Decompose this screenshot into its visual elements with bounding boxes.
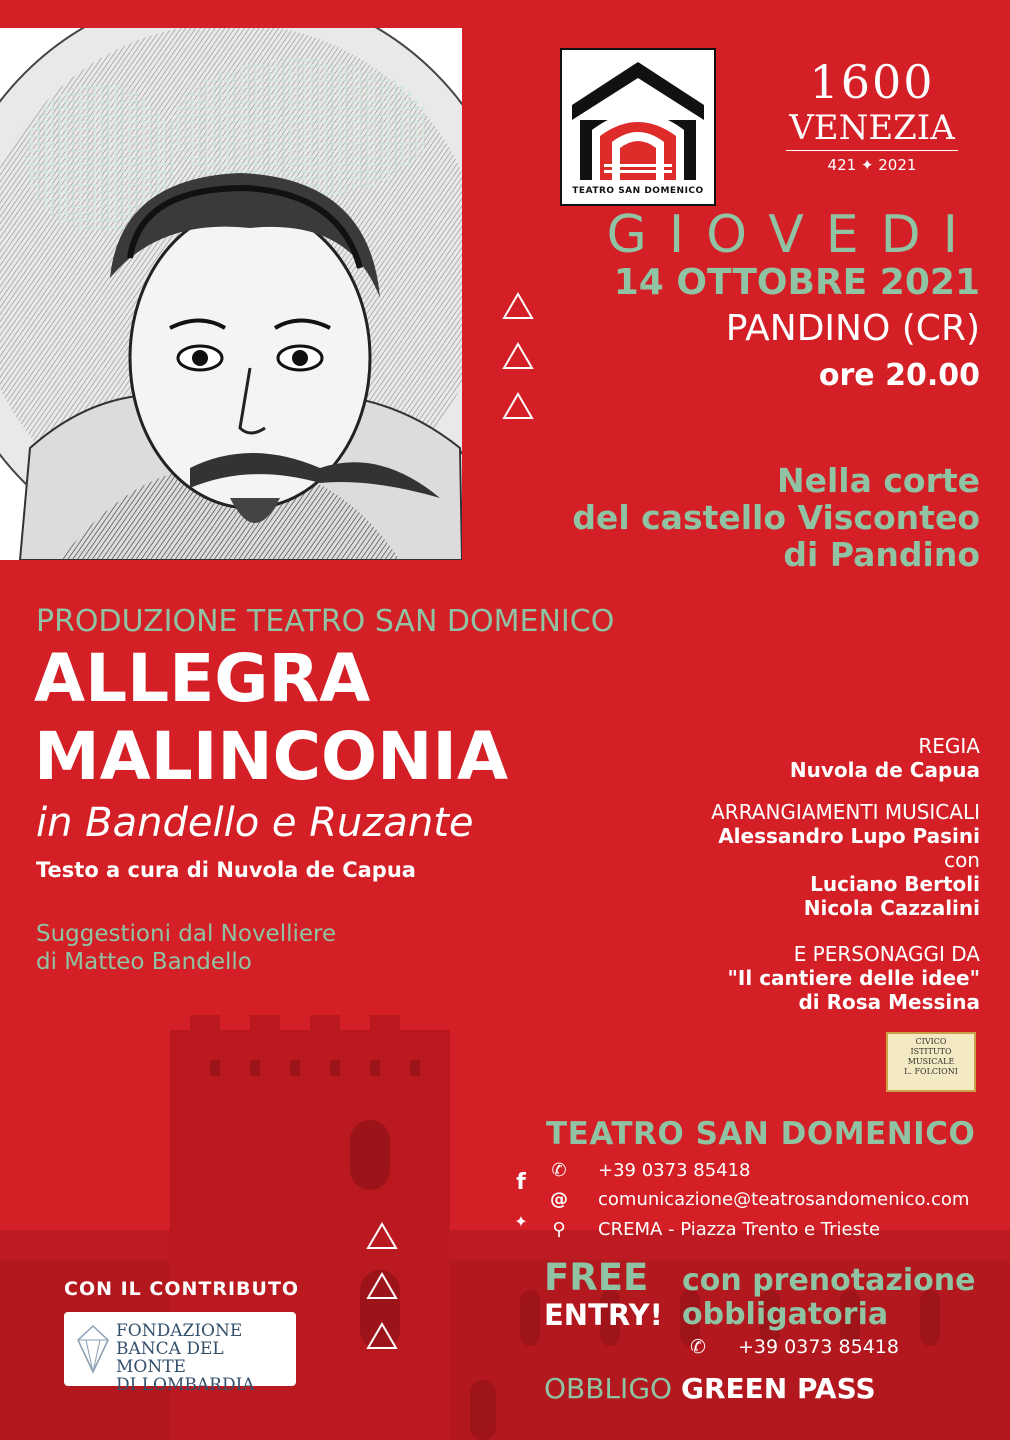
sponsor-name-line: DI LOMBARDIA [116,1375,255,1395]
triangle-decoration [366,1222,398,1250]
show-subtitle: in Bandello e Ruzante [36,800,474,846]
civico-line: MUSICALE [907,1057,955,1066]
contact-email-row [546,1189,969,1210]
show-title-line2: MALINCONIA [34,718,509,795]
fondazione-logo [64,1312,296,1395]
phone-icon: ✆ [690,1336,706,1358]
phone-icon: ✆ [551,1160,567,1181]
suggestioni-note [36,920,336,976]
green-pass-notice [544,1372,876,1405]
credit-connector: con [944,848,980,872]
show-title-line1: ALLEGRA [34,640,371,717]
booking-required [682,1264,975,1332]
text-credit: Testo a cura di Nuvola de Capua [36,858,416,882]
credit-name: Alessandro Lupo Pasini [718,824,980,848]
suggestioni-line: di Matteo Bandello [36,949,252,975]
production-label: PRODUZIONE TEATRO SAN DOMENICO [36,604,615,639]
contact-title: TEATRO SAN DOMENICO [546,1116,976,1152]
event-day: GIOVEDI [606,205,980,265]
contact-phone-row [546,1160,751,1181]
sponsor-name-line: FONDAZIONE [116,1321,243,1341]
credit-name: Nuvola de Capua [789,758,980,782]
civico-line: ISTITUTO [910,1047,952,1056]
location-pin-icon: ⚲ [552,1219,566,1240]
credit-name: Luciano Bertoli [810,872,980,896]
contact-phone[interactable]: +39 0373 85418 [598,1160,751,1181]
venezia-1600-logo [772,56,972,201]
credit-name: Nicola Cazzalini [803,896,980,920]
civico-istituto-musicale-logo [886,1032,976,1092]
contact-address: CREMA - Piazza Trento e Trieste [598,1219,881,1240]
triangle-decoration [502,392,534,420]
credit-role: ARRANGIAMENTI MUSICALI [711,800,980,824]
triangle-decoration [366,1272,398,1300]
venue-line: Nella corte [776,461,980,500]
triangle-decoration [366,1322,398,1350]
credits-block [560,734,980,1014]
entry-label: ENTRY! [544,1298,663,1332]
gem-icon [76,1324,110,1374]
green-pass-prefix: OBBLIGO [544,1372,673,1405]
free-label: FREE [544,1256,649,1299]
booking-line: con prenotazione [682,1263,976,1298]
event-time: ore 20.00 [818,358,980,393]
venue-line: del castello Visconteo [572,498,980,537]
civico-line: L. FOLCIONI [904,1067,958,1076]
sponsor-name-line: BANCA DEL MONTE [116,1339,224,1377]
booking-line: obbligatoria [682,1297,889,1332]
twitter-icon[interactable]: ✦ [514,1212,528,1231]
venue-line: di Pandino [783,535,980,574]
credit-name: di Rosa Messina [798,990,980,1014]
green-pass-label: GREEN PASS [680,1372,876,1405]
credit-role: E PERSONAGGI DA [793,942,980,966]
event-city: PANDINO (CR) [725,308,980,349]
event-venue [572,462,980,573]
portrait-engraving-image [0,28,462,560]
credit-role: REGIA [918,734,980,758]
civico-line: CIVICO [915,1037,947,1046]
suggestioni-line: Suggestioni dal Novelliere [36,921,337,947]
triangle-decoration [502,292,534,320]
triangle-decoration [502,342,534,370]
booking-phone[interactable]: +39 0373 85418 [738,1336,899,1358]
teatro-san-domenico-logo [560,48,716,206]
venezia-years: 421 ✦ 2021 [827,156,917,174]
sponsor-label: CON IL CONTRIBUTO [64,1278,300,1300]
contact-address-row [546,1219,880,1240]
credit-name: "Il cantiere delle idee" [727,966,980,990]
contact-email[interactable]: comunicazione@teatrosandomenico.com [598,1189,970,1210]
venezia-name: VENEZIA [789,108,955,148]
booking-phone-row [690,1336,899,1358]
theatre-logo-caption: TEATRO SAN DOMENICO [572,186,704,196]
at-icon: @ [550,1189,568,1210]
event-date: 14 OTTOBRE 2021 [613,262,980,303]
venezia-mark: 1600 [809,55,935,109]
facebook-icon[interactable]: f [516,1170,526,1195]
